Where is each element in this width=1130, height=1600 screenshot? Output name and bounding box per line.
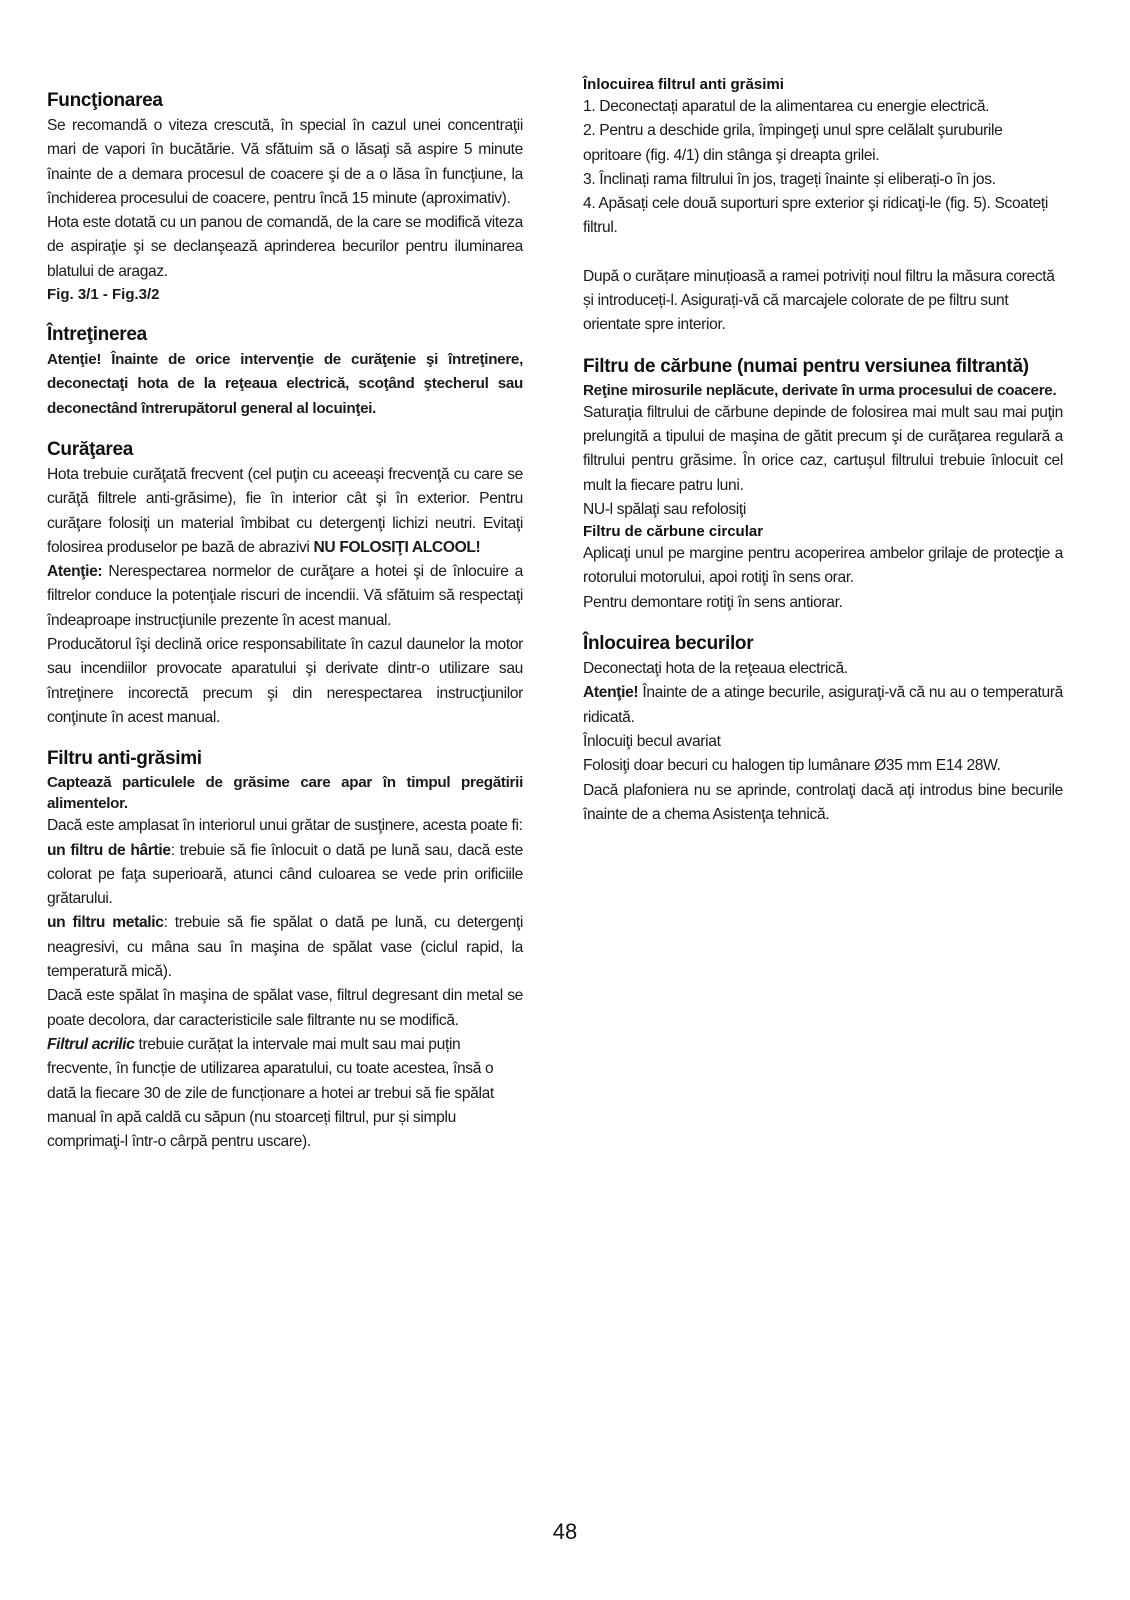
curatare-paragraph-1: Hota trebuie curăţată frecvent (cel puţin cu aceeaşi frecvenţă cu care se curăţă filtrele anti-grăsime), fie în interior cât şi în exterior. Pentru curăţare folosiţi un material îmbibat cu detergenţi lichizi neutri. Evitaţi folosirea produselor pe bază de abrazivi NU FOLOSIŢI ALCOOL! (47, 465, 523, 556)
becuri-warning: Atenţie! Înainte de a atinge becurile, asiguraţi-vă că nu au o temperatură ridicată. (583, 684, 1063, 726)
intretinere-warning: Atenţie! Înainte de orice intervenţie de curăţenie şi întreţinere, deconectaţi hota de la reţeaua electrică, scoţând ştecherul sau deconectând întrerupătorul general al locuinţei. (47, 351, 523, 417)
functionare-paragraph-1: Se recomandă o viteza crescută, în special în cazul unei concentraţii mari de vapori în bucătărie. Vă sfătuim să o lăsaţi să aspire 5 minute înainte de a demara procesul de coacere şi de a o lăsa în funcţiune, la închiderea procesului de coacere, pentru încă 15 minute (aproximativ). (47, 117, 523, 207)
filtru-anti-paragraph-2: Dacă este spălat în maşina de spălat vase, filtrul degresant din metal se poate decolora, dar caracteristicile sale filtrante nu se modifică. (47, 987, 523, 1029)
carbune-paragraph-1: Saturaţia filtrului de cărbune depinde de folosirea mai mult sau mai puţin prelungită a tipului de maşina de gătit precum şi de curăţarea regulară a filtrului pentru grăsime. În orice caz, cartuşul filtrului trebuie înlocuit cel mult la fiecare patru luni. (583, 403, 1063, 494)
section-title-curatare: Curăţarea (47, 438, 134, 460)
curatare-paragraph-3: Producătorul îşi declină orice responsabilitate în cazul daunelor la motor sau incendiilor provocate aparatului şi derivate dintr-o utilizare sau întreţinere incorectă precum şi din nerespectarea instrucţiunilor conţinute în acest manual. (47, 636, 523, 726)
subtitle-carbune-circular: Filtru de cărbune circular (583, 523, 764, 541)
filtru-hartie-paragraph: un filtru de hârtie: trebuie să fie înlocuit o dată pe lună sau, dacă este colorat pe faţa superioară, atunci când culoarea se vede prin orificiile grătarului. (47, 841, 523, 908)
left-column (47, 88, 523, 1154)
page-number: 48 (552, 1519, 578, 1544)
carbune-paragraph-2: NU-l spălaţi sau refolosiţi (583, 500, 747, 518)
inlocuire-step-2: 2. Pentru a deschide grila, împingeţi unul spre celălalt şuruburile opritoare (fig. 4/1) din stânga şi dreapta grilei. (583, 122, 1003, 164)
right-column (583, 75, 1063, 827)
section-title-intretinere: Întreţinerea (47, 324, 147, 346)
filtru-metalic-paragraph: un filtru metalic: trebuie să fie spălat o dată pe lună, cu detergenţi neagresivi, cu mâna sau în maşina de spălat vase (ciclul rapid, la temperatură mică). (47, 914, 523, 981)
section-title-inlocuire-filtru: Înlocuirea filtrul anti grăsimi (583, 76, 784, 93)
section-title-carbune: Filtru de cărbune (numai pentru versiunea filtrantă) (583, 355, 1029, 377)
carbune-paragraph-4: Pentru demontare rotiţi în sens antiorar. (583, 593, 843, 611)
inlocuire-step-1: 1. Deconectați aparatul de la alimentarea cu energie electrică. (583, 98, 990, 115)
inlocuire-step-4: 4. Apăsați cele două suporturi spre exterior şi ridicaţi-le (fig. 5). Scoateți filtrul. (583, 195, 1048, 237)
figure-reference: Fig. 3/1 - Fig.3/2 (47, 286, 160, 304)
filtru-anti-lead: Captează particulele de grăsime care apar în timpul pregătirii alimentelor. (47, 774, 523, 813)
becuri-paragraph-3: Folosiţi doar becuri cu halogen tip lumânare Ø35 mm E14 28W. (583, 757, 1001, 775)
becuri-paragraph-4: Dacă plafoniera nu se aprinde, controlaţi dacă aţi introdus bine becurile înainte de a chema Asistenţa tehnică. (583, 781, 1063, 823)
becuri-paragraph-2: Înlocuiţi becul avariat (583, 732, 721, 750)
no-alcohol-warning: NU FOLOSIŢI ALCOOL! (313, 538, 481, 556)
inlocuire-after-paragraph: După o curățare minuțioasă a ramei potriviți noul filtru la măsura corectă și introduceți-l. Asigurați-vă că marcajele colorate de pe filtru sunt orientate spre interior. (583, 267, 1055, 334)
section-title-filtru-anti-grasimi: Filtru anti-grăsimi (47, 748, 202, 770)
filtru-acrilic-paragraph: Filtrul acrilic trebuie curățat la intervale mai mult sau mai puțin frecvente, în funcție de utilizarea aparatului, cu toate acestea, însă o dată la fiecare 30 de zile de funcționare a hotei ar trebui să fie spălat manual în apă caldă cu săpun (nu stoarceți filtrul, pur și simplu comprimaţi-l într-o cârpă pentru uscare). (47, 1035, 494, 1151)
becuri-paragraph-1: Deconectaţi hota de la reţeaua electrică. (583, 660, 848, 678)
section-title-functionare: Funcţionarea (47, 90, 163, 111)
filtru-anti-paragraph-1: Dacă este amplasat în interiorul unui grătar de susţinere, acesta poate fi: (47, 817, 523, 835)
carbune-lead: Reţine mirosurile neplăcute, derivate în urma procesului de coacere. (583, 381, 1057, 399)
section-title-becuri: Înlocuirea becurilor (583, 633, 754, 655)
inlocuire-step-3: 3. Înclinați rama filtrului în jos, trageți înainte și eliberați-o în jos. (583, 170, 996, 188)
functionare-paragraph-2: Hota este dotată cu un panou de comandă, de la care se modifică viteza de aspiraţie şi se declanşează aprinderea becurilor pentru iluminarea blatului de aragaz. (47, 214, 523, 280)
curatare-paragraph-2: Atenţie: Nerespectarea normelor de curăţare a hotei şi de înlocuire a filtrelor conduce la potenţiale riscuri de incendii. Vă sfătuim să respectaţi îndeaproape instrucţiunile prezente în acest manual. (47, 563, 523, 629)
carbune-paragraph-3: Aplicaţi unul pe margine pentru acoperirea ambelor grilaje de protecţie a rotorului motorului, apoi rotiţi în sens orar. (583, 545, 1063, 587)
